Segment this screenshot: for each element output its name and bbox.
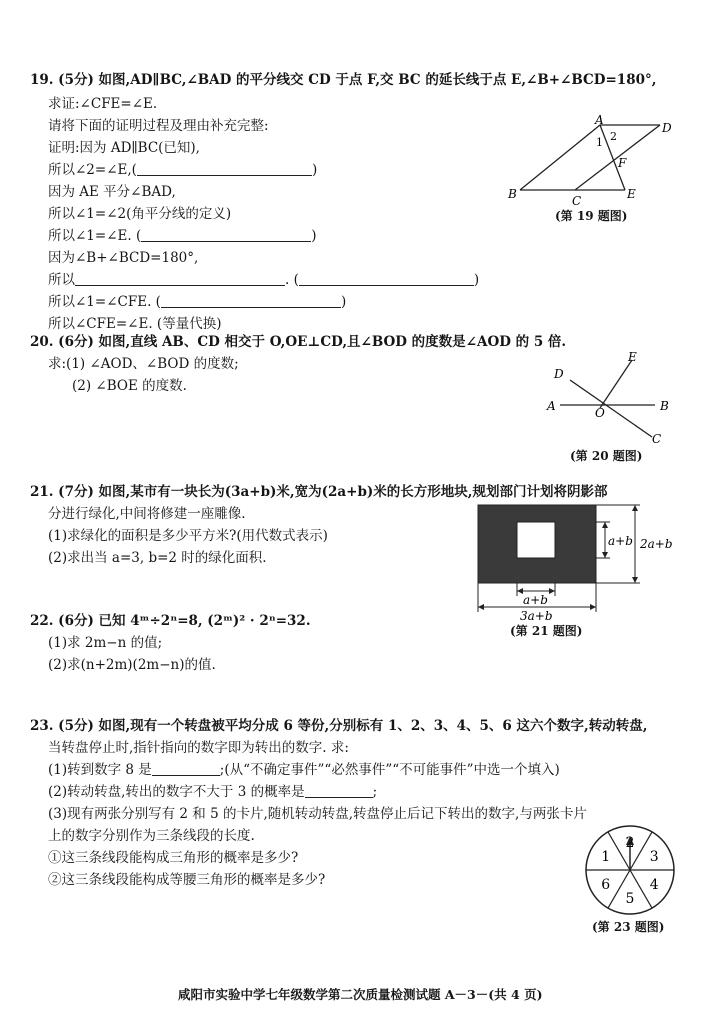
q20-label-a: A [547,399,556,413]
q19-prove: 求证:∠CFE=∠E. [48,96,158,112]
q23-title: 23. (5分) 如图,现有一个转盘被平均分成 6 等份,分别标有 1、2、3、4、5、6 这六个数字,转动转盘, [30,718,648,734]
q21-label-inner-h: a+b [608,534,633,548]
q23-sub-2: ②这三条线段能构成等腰三角形的概率是多少? [48,872,326,888]
q19-blank-4[interactable] [299,272,474,286]
q19-label-f: F [618,156,627,170]
q20-figure [540,345,690,450]
q20-label-o: O [595,406,605,420]
q19-step-6: 因为∠B+∠BCD=180°, [48,250,199,266]
q19-step-5: 所以∠1=∠E. ( ) [48,228,317,244]
q19-label-c: C [572,194,582,208]
q23-blank-1[interactable] [152,762,220,776]
q19-figure [500,110,690,215]
q20-label-d: D [554,367,564,381]
q22-ask-1: (1)求 2m−n 的值; [48,635,163,651]
q20-title: 20. (6分) 如图,直线 AB、CD 相交于 O,OE⊥CD,且∠BOD 的度数是∠AOD 的 5 倍. [30,334,567,350]
q20-label-e: E [628,350,637,364]
q20-ask-2: (2) ∠BOE 的度数. [72,378,187,394]
q20-label-b: B [660,399,669,413]
q19-step-9: 所以∠CFE=∠E. (等量代换) [48,316,222,332]
q19-instruction: 请将下面的证明过程及理由补充完整: [48,118,269,134]
q19-blank-5[interactable] [161,294,341,308]
q21-label-outer-h: 2a+b [640,537,673,551]
q19-label-1: 1 [596,136,603,149]
q21-line-2: 分进行绿化,中间将修建一座雕像. [48,506,246,522]
q23-line-2: 当转盘停止时,指针指向的数字即为转出的数字. 求: [48,740,349,756]
q20-ask-1: 求:(1) ∠AOD、∠BOD 的度数; [48,356,239,372]
q19-step-3: 因为 AE 平分∠BAD, [48,184,176,200]
spinner-number-2: 2 [625,835,635,851]
q19-caption: (第 19 题图) [555,209,628,223]
q23-sub-1: ①这三条线段能构成三角形的概率是多少? [48,850,299,866]
q21-title: 21. (7分) 如图,某市有一块长为(3a+b)米,宽为(2a+b)米的长方形地块,规划部门计划将阴影部 [30,484,608,500]
q19-step-2: 所以∠2=∠E,( ) [48,162,318,178]
q19-label-2: 2 [610,130,617,143]
q23-ask-3: (3)现有两张分别写有 2 和 5 的卡片,随机转动转盘,转盘停止后记下转出的数字,与两张卡片 [48,806,587,822]
q21-label-inner-w: a+b [523,593,548,607]
q20-label-c: C [652,432,662,446]
spinner-number-6: 6 [601,877,611,893]
q19-blank-1[interactable] [137,162,312,176]
spinner-number-5: 5 [625,891,635,907]
q23-caption: (第 23 题图) [592,920,665,934]
q19-label-a: A [595,113,604,127]
q22-ask-2: (2)求(n+2m)(2m−n)的值. [48,657,216,673]
q23-spinner-figure [575,820,685,920]
q20-caption: (第 20 题图) [570,449,643,463]
q21-label-outer-w: 3a+b [520,609,553,623]
q19-step-4: 所以∠1=∠2(角平分线的定义) [48,206,232,222]
q23-ask-2: (2)转动转盘,转出的数字不大于 3 的概率是 ; [48,784,378,800]
q19-step-8: 所以∠1=∠CFE. ( ) [48,294,347,310]
q23-line-6: 上的数字分别作为三条线段的长度. [48,828,255,844]
q19-label-d: D [662,121,672,135]
spinner-number-4: 4 [649,877,659,893]
q23-ask-1: (1)转到数字 8 是 ;(从“不确定事件”“必然事件”“不可能事件”中选一个填入) [48,762,560,778]
q19-step-7: 所以 . ( ) [48,272,480,288]
spinner-number-3: 3 [649,849,659,865]
q23-blank-2[interactable] [305,784,373,798]
q22-title: 22. (6分) 已知 4ᵐ÷2ⁿ=8, (2ᵐ)² · 2ⁿ=32. [30,613,311,629]
q19-label-b: B [508,187,517,201]
q19-blank-3[interactable] [75,272,285,286]
spinner-number-1: 1 [601,849,611,865]
q21-ask-1: (1)求绿化的面积是多少平方米?(用代数式表示) [48,528,328,544]
q21-caption: (第 21 题图) [510,624,583,638]
q21-ask-2: (2)求出当 a=3, b=2 时的绿化面积. [48,550,267,566]
page-footer: 咸阳市实验中学七年级数学第二次质量检测试题 A－3－(共 4 页) [178,987,543,1002]
q19-blank-2[interactable] [141,228,311,242]
q19-step-1: 证明:因为 AD∥BC(已知), [48,140,200,156]
q21-figure [470,500,705,635]
q19-title: 19. (5分) 如图,AD∥BC,∠BAD 的平分线交 CD 于点 F,交 BC 的延长线于点 E,∠B+∠BCD=180°, [30,72,657,88]
q19-label-e: E [627,187,636,201]
